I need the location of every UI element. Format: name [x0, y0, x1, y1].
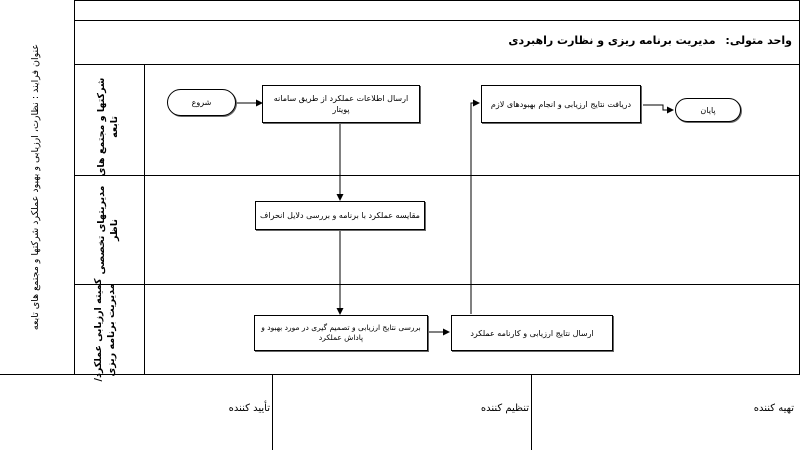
owner-label: واحد متولی: [725, 34, 792, 47]
send-results-task: ارسال نتایج ارزیابی و کارنامه عملکرد [451, 315, 613, 351]
owner-value: مدیریت برنامه ریزی و نظارت راهبردی [508, 34, 716, 47]
footer-preparer: تهیه کننده [753, 403, 794, 414]
lane-label-supervisors: مدیریتهای تخصصی ناظر [96, 185, 120, 275]
footer-divider-2 [531, 374, 532, 450]
send-info-task: ارسال اطلاعات عملکرد از طریق سامانه پویتار [262, 85, 420, 123]
process-title: عنوان فرایند : نظارت، ارزیابی و بهبود عملکرد شرکتها و مجتمع های تابعه [30, 43, 41, 331]
arrow-receive-to-end [643, 105, 673, 110]
footer-organizer: تنظیم کننده [480, 403, 529, 414]
arrow-results-to-receive [471, 103, 479, 314]
compare-task: مقایسه عملکرد با برنامه و بررسی دلایل انحراف [255, 201, 425, 230]
end-node: پایان [675, 98, 741, 122]
review-task: بررسی نتایج ارزیابی و تصمیم گیری در مورد بهبود و پاداش عملکرد [254, 315, 428, 351]
lane-label-companies: شرکتها و مجتمع های تابعه [96, 77, 120, 177]
receive-results-task: دریافت نتایج ارزیابی و انجام بهبودهای لازم [481, 85, 641, 123]
footer-approver: تأیید کننده [228, 403, 270, 414]
lane-label-committee: کمیته ارزیابی عملکرد/ مدیریت برنامه ریزی [93, 278, 117, 382]
footer-divider-1 [272, 374, 273, 450]
start-node: شروع [167, 89, 236, 116]
